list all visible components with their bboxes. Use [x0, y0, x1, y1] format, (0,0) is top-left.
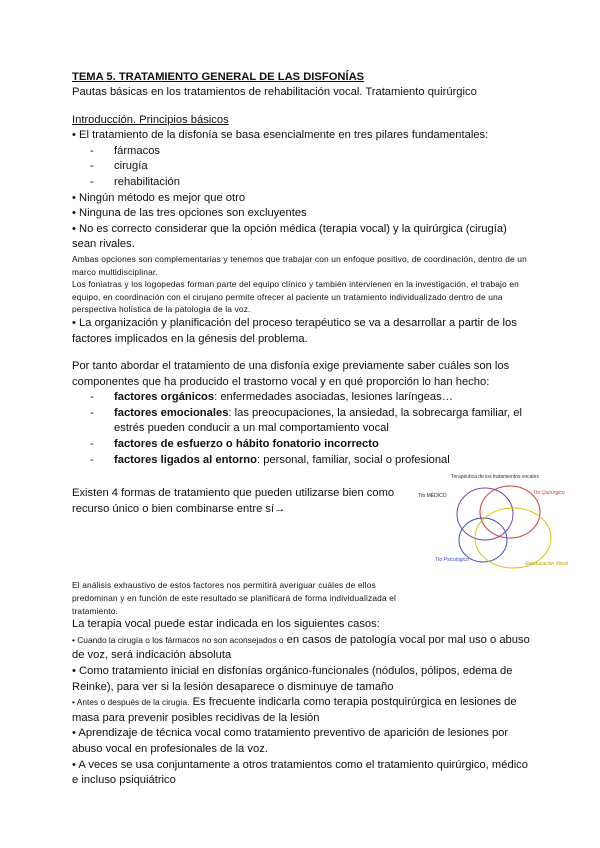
case-combined: • A veces se usa conjuntamente a otros tratamientos como el tratamiento quirúrgico, médico e incluso psiquiátrico: [72, 758, 528, 787]
case-preventive: • Aprendizaje de técnica vocal como tratamiento preventivo de aparición de lesiones por abuso vocal en profesionales de la voz.: [72, 727, 509, 755]
case-surgery: • Antes o después de la cirugía. Es frecuente indicarla como terapia postquirúrgica en lesiones de masa para prevenir posibles recidivas de la lesión: [72, 696, 517, 724]
intro-paragraph: • El tratamiento de la disfonía se basa esencialmente en tres pilares fundamentales:: [72, 129, 489, 142]
case-initial-treatment: • Como tratamiento inicial en disfonías orgánico-funcionales (nódulos, pólipos, edema de Reinke), para ver si la lesión desaparece o disminuye de tamaño: [72, 665, 513, 693]
treatments-venn-diagram: [415, 470, 580, 570]
venn-title: Terapéutica de los tratamientos vocales: [451, 474, 539, 480]
venn-label-psychological: Tto Psicológico: [435, 557, 469, 563]
factor-name: factores orgánicos: [114, 391, 215, 404]
bullet-organization: • La organización y planificación del proceso terapéutico se va a desarrollar a partir de los factores implicados en la génesis del problema.: [72, 316, 517, 345]
factor-name: factores emocionales: [114, 406, 229, 419]
page-subtitle: Pautas básicas en los tratamientos de rehabilitación vocal. Tratamiento quirúrgico: [72, 86, 477, 98]
document-page: [72, 70, 532, 789]
venn-label-surgical: Tto Quirúrgico: [533, 490, 565, 496]
factor-detail: : enfermedades asociadas, lesiones laríngeas…: [214, 391, 453, 404]
list-item: - fármacos: [90, 144, 532, 160]
factor-detail: : personal, familiar, social o profesional: [256, 453, 450, 466]
venn-circle-medical: [457, 488, 513, 540]
list-item: - rehabilitación: [90, 175, 532, 191]
page-title: TEMA 5. TRATAMIENTO GENERAL DE LAS DISFONÍAS: [72, 71, 365, 83]
pillars-list: [90, 144, 532, 191]
bullet-no-method: • Ningún método es mejor que otro: [72, 191, 246, 204]
forms-text: Existen 4 formas de tratamiento que pueden utilizarse bien como recurso único o bien combinarse entre sí→: [72, 487, 395, 515]
factors-list: [90, 390, 532, 468]
factor-item: [90, 453, 532, 469]
section-heading-intro: Introducción. Principios básicos: [72, 113, 229, 126]
factor-name: factores ligados al entorno: [114, 453, 257, 466]
cases-intro: La terapia vocal puede estar indicada en los siguientes casos:: [72, 618, 380, 631]
venn-label-medical: Tto MÉDICO: [418, 493, 447, 499]
factors-intro: Por tanto abordar el tratamiento de una disfonía exige previamente saber cuáles son los componentes que ha producido el trastorno vocal y en qué proporción lo han hecho:: [72, 360, 510, 388]
factor-item: [90, 390, 532, 406]
factor-item: [90, 437, 532, 453]
bullet-not-exclusive: • Ninguna de las tres opciones son excluyentes: [72, 207, 307, 220]
note-complementary: Ambas opciones son complementarias y tenemos que trabajar con un enfoque positivo, de coordinación, dentro de un marco multidisciplinar.: [72, 253, 527, 277]
list-item: - cirugía: [90, 159, 532, 175]
bullet-not-rivals: • No es correcto considerar que la opción médica (terapia vocal) y la quirúrgica (cirugía) sean rivales.: [72, 222, 507, 251]
factor-detail: : las preocupaciones, la ansiedad, la sobrecarga familiar, el estrés pueden conducir a un mal comportamiento vocal: [114, 406, 522, 435]
venn-label-vocal: Reeducación Vocal: [525, 561, 568, 567]
analysis-note: El análisis exhaustivo de estos factores nos permitirá averiguar cuáles de ellos predominan y en función de este resultado se planificará de forma individualizada el tratamiento.: [72, 580, 397, 616]
case-contraindicated: • Cuando la cirugía o los fármacos no son aconsejados o en casos de patología vocal por mal uso o abuso de voz, será indicación absoluta: [72, 633, 530, 662]
factor-item: [90, 406, 532, 437]
factor-name: factores de esfuerzo o hábito fonatorio incorrecto: [114, 438, 379, 451]
note-team: Los foniatras y los logopedas forman parte del equipo clínico y también intervienen en la investigación, el trabajo en equipo, en coordinación con el cirujano permite ofrecer al paciente un tratamiento individualizado dentro de una perspectiva holística de la patología de la voz.: [72, 279, 519, 315]
